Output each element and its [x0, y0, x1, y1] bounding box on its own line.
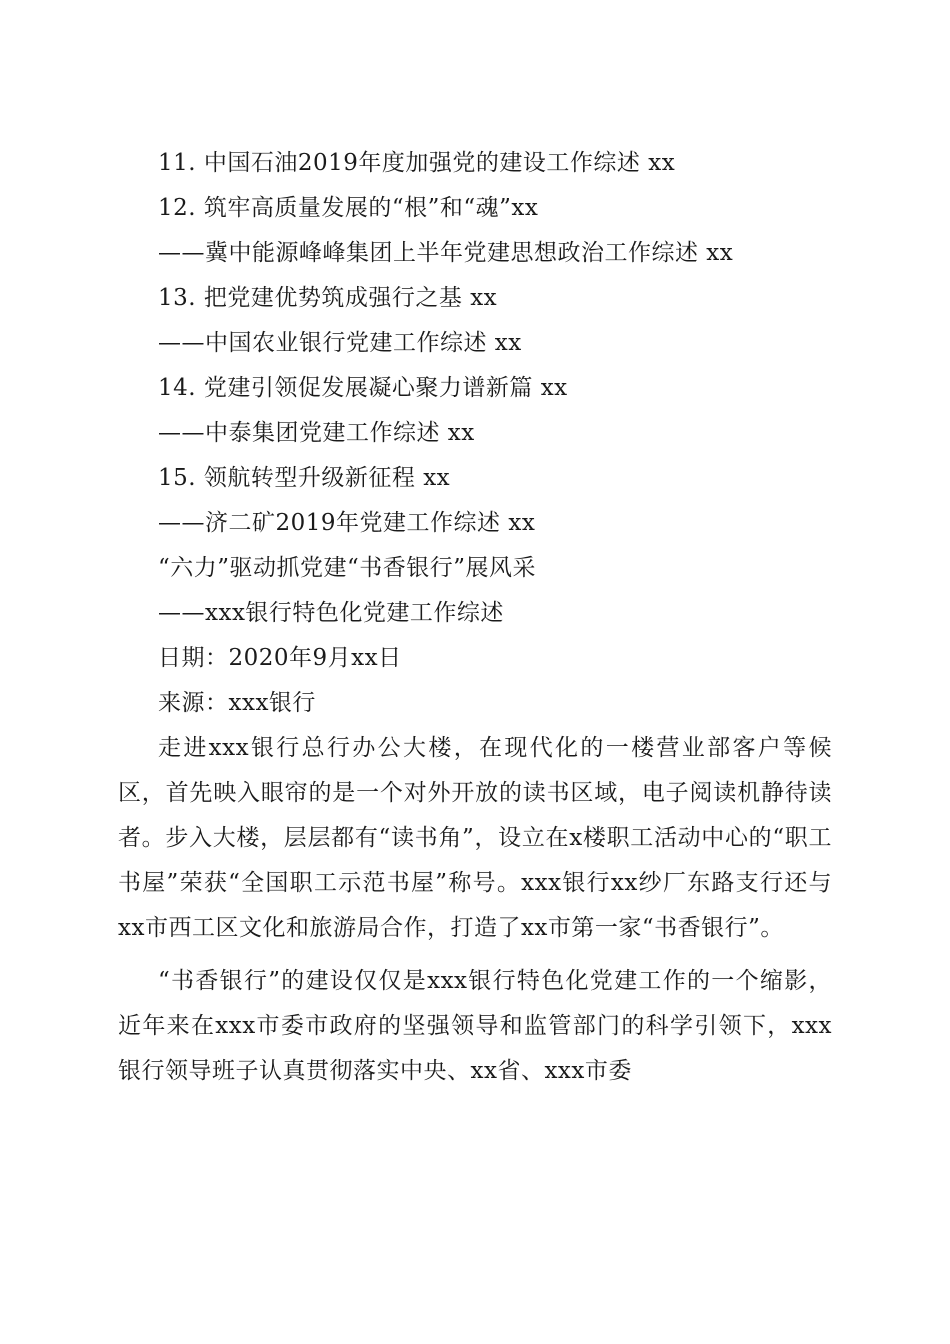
list-subtitle-15: ——济二矿2019年党建工作综述 xx [158, 510, 536, 536]
list-line-15: 15. 领航转型升级新征程 xx [158, 465, 451, 491]
document-body [118, 141, 832, 1094]
list-subtitle-12: ——冀中能源峰峰集团上半年党建思想政治工作综述 xx [158, 240, 734, 266]
body-paragraph-2: “书香银行”的建设仅仅是xxx银行特色化党建工作的一个缩影，近年来在xxx市委市政府的坚强领导和监管部门的科学引领下，xxx银行领导班子认真贯彻落实中央、xx省、xxx市委 [118, 968, 832, 1084]
list-line-13: 13. 把党建优势筑成强行之基 xx [158, 285, 498, 311]
body-paragraph-1: 走进xxx银行总行办公大楼，在现代化的一楼营业部客户等候区，首先映入眼帘的是一个对外开放的读书区域，电子阅读机静待读者。步入大楼，层层都有“读书角”，设立在x楼职工活动中心的“职工书屋”荣获“全国职工示范书屋”称号。xxx银行xx纱厂东路支行还与xx市西工区文化和旅游局合作，打造了xx市第一家“书香银行”。 [118, 735, 832, 941]
list-line-11: 11. 中国石油2019年度加强党的建设工作综述 xx [158, 150, 676, 176]
list-line-14: 14. 党建引领促发展凝心聚力谱新篇 xx [158, 375, 568, 401]
article-source: 来源：xxx银行 [158, 690, 316, 716]
list-subtitle-13: ——中国农业银行党建工作综述 xx [158, 330, 522, 356]
article-subtitle: ——xxx银行特色化党建工作综述 [158, 600, 504, 626]
list-line-12: 12. 筑牢高质量发展的“根”和“魂”xx [158, 195, 539, 221]
article-title: “六力”驱动抓党建“书香银行”展风采 [158, 555, 537, 581]
article-date: 日期：2020年9月xx日 [158, 645, 402, 671]
list-subtitle-14: ——中泰集团党建工作综述 xx [158, 420, 475, 446]
